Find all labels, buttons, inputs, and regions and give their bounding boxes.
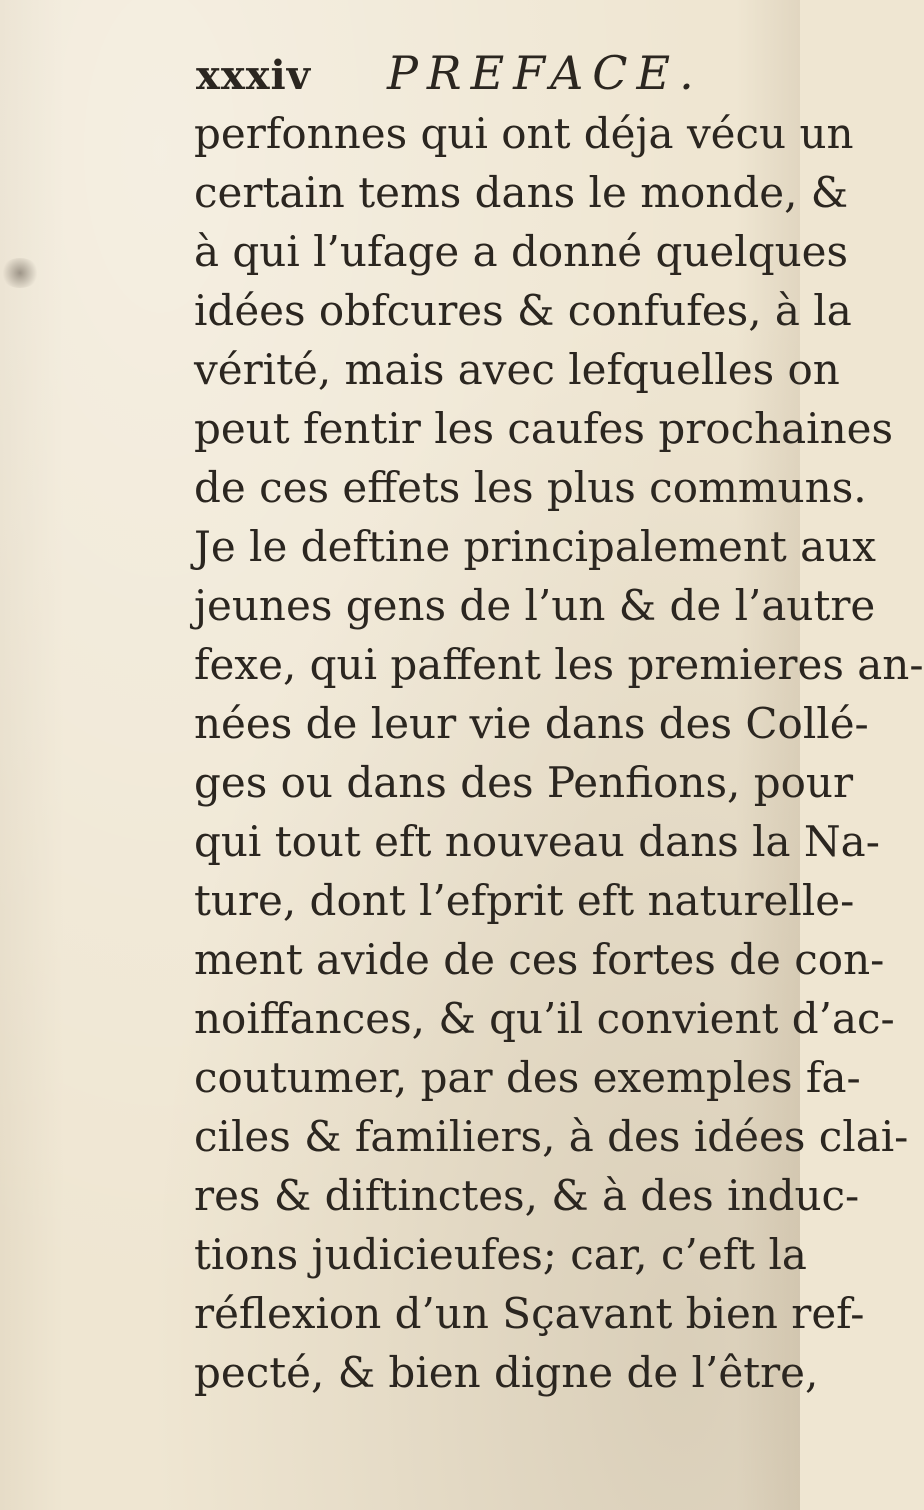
- text-line: de ces effets les plus communs.: [194, 463, 867, 512]
- text-line: jeunes gens de l’un & de l’autre: [194, 581, 876, 630]
- text-line: nées de leur vie dans des Collé-: [194, 699, 869, 748]
- text-line: res & diftinctes, & à des induc-: [194, 1171, 860, 1220]
- running-title: PREFACE.: [386, 46, 703, 100]
- page-number: xxxiv: [196, 52, 311, 99]
- body-text: [194, 104, 924, 1402]
- text-line: Je le deftine principalement aux: [194, 522, 876, 571]
- text-line: peut fentir les caufes prochaines: [194, 404, 894, 453]
- text-line: idées obfcures & confufes, à la: [194, 286, 852, 335]
- text-line: qui tout eft nouveau dans la Na-: [194, 817, 880, 866]
- text-line: fexe, qui paffent les premieres an-: [194, 640, 924, 689]
- text-line: ciles & familiers, à des idées clai-: [194, 1112, 909, 1161]
- text-line: certain tems dans le monde, &: [194, 168, 849, 217]
- text-line: ture, dont l’efprit eft naturelle-: [194, 876, 855, 925]
- text-line: perfonnes qui ont déja vécu un: [194, 109, 854, 158]
- text-line: tions judicieufes; car, c’eft la: [194, 1230, 807, 1279]
- page-header: [196, 46, 756, 108]
- text-line: réflexion d’un Sçavant bien ref-: [194, 1289, 865, 1338]
- text-line: ges ou dans des Penfions, pour: [194, 758, 854, 807]
- text-line: à qui l’ufage a donné quelques: [194, 227, 849, 276]
- text-line: noiffances, & qu’il convient d’ac-: [194, 994, 895, 1043]
- text-line: vérité, mais avec lefquelles on: [194, 345, 840, 394]
- page-stain: [0, 258, 40, 288]
- text-line: ment avide de ces fortes de con-: [194, 935, 885, 984]
- text-line: pecté, & bien digne de l’être,: [194, 1348, 819, 1397]
- text-line: coutumer, par des exemples fa-: [194, 1053, 861, 1102]
